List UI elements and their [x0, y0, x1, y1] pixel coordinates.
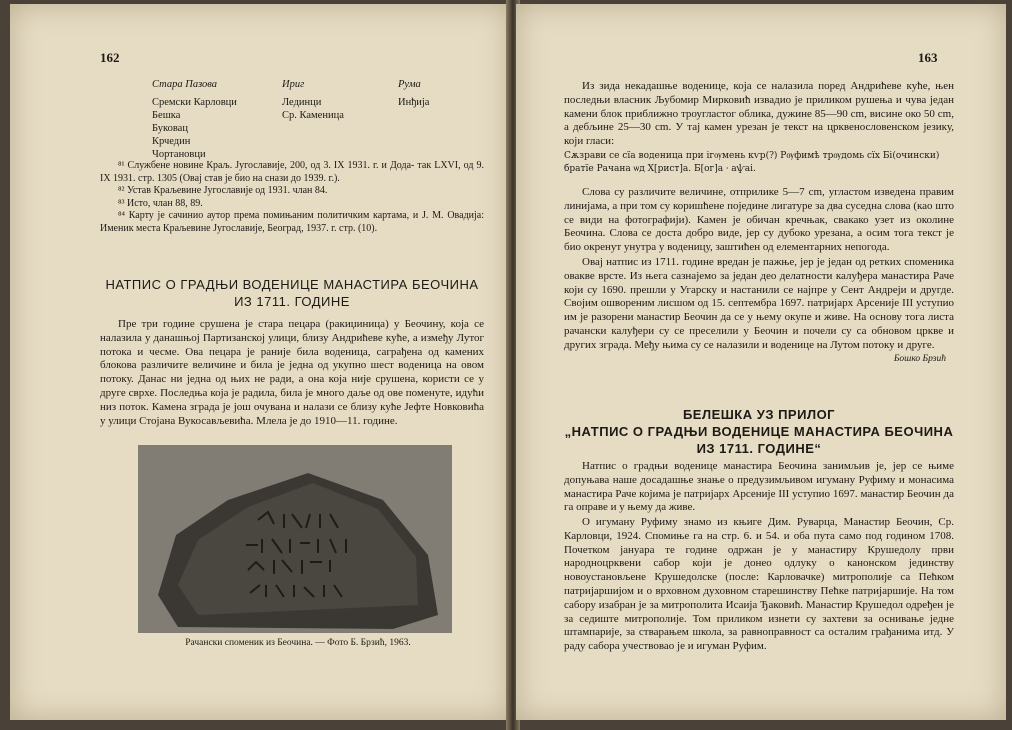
place-heading: Ириг	[282, 79, 305, 90]
place-column-1	[152, 78, 237, 161]
page-number-left: 162	[100, 50, 120, 65]
place-column-3	[398, 78, 429, 109]
photo-caption: Рачански споменик из Беочина. — Фото Б. Брзић, 1963.	[185, 638, 411, 648]
footnote: ⁸¹ Службене новине Краљ. Југославије, 200, од 3. IX 1931. г. и Дода- так LXVI, од 9. IX 1931. стр. 1305 (Овај став је био на снази до 1939. г.).	[100, 160, 484, 184]
stone-image	[138, 445, 452, 633]
note-title-line1: БЕЛЕШКА УЗ ПРИЛОГ	[682, 407, 836, 422]
footnote: ⁸² Устав Краљевине Југославије од 1931. члан 84.	[118, 185, 328, 197]
footnotes	[100, 160, 484, 236]
paragraph-2: Слова су различите величине, отприлике 5—7 cm, угластом изведена правим линијама, а при том су коришћене поједине лигатуре за два суседна слова (као што се види на фотографији). Камен је обичан кречњак, свакако узет из околине Беочина. Слова се доста добро виде, јер су дубоко урезана, а осим тога текст је био окренут унутра у воденицу, заштићен од елементарних непогода.	[564, 186, 954, 254]
place-heading: Стара Пазова	[152, 79, 218, 90]
place-item: Лединци	[282, 97, 322, 108]
article-title-line1: НАТПИС О ГРАДЊИ ВОДЕНИЦЕ МАНАСТИРА БЕОЧИНА	[105, 277, 479, 292]
place-item: Инђија	[398, 97, 430, 108]
right-page	[516, 4, 1006, 720]
note-title	[564, 406, 954, 457]
place-item: Бешка	[152, 110, 181, 121]
place-item: Сремски Карловци	[152, 97, 237, 108]
footnote: ⁸⁴ Карту је сачинио аутор према помињаним политичким картама, и Ј. М. Овадија: Именик места Краљевине Југославије, Београд, 1937. г. стр. (10).	[100, 210, 484, 234]
paragraph-3: Овај натпис из 1711. године вредан је пажње, јер је један од ретких споменика овакве врсте. Из њега сазнајемо за један део делатности калуђера манастира Раче који су 1690. прешли у Угарску и настанили се најпре у Сент Андреји и другде. Својим ошвореним лисшом од 15. септембра 1697. патријарх Арсеније III уступио им је разорени манастир Беочин да се у њему окупе и живе. На основу тога листа рачански калуђери су се преселили у Беочин и почели су са обновом цркве и других зграда. Међу њима су се налазили и воденице на Лутом потоку и друге.	[564, 256, 954, 351]
place-item: Буковац	[152, 123, 188, 134]
stone-photo	[138, 445, 452, 633]
slavonic-inscription	[564, 150, 974, 176]
place-item: Чортановци	[152, 149, 206, 160]
footnote: ⁸³ Исто, члан 88, 89.	[118, 197, 203, 209]
place-column-2	[282, 78, 344, 122]
note-title-line2: „НАТПИС О ГРАДЊИ ВОДЕНИЦЕ МАНАСТИРА БЕОЧИНА	[564, 424, 954, 439]
note-title-line3: ИЗ 1711. ГОДИНЕ“	[696, 441, 822, 456]
article-title	[100, 276, 484, 310]
page-number-right: 163	[918, 50, 938, 65]
note-paragraph-1: Натпис о градњи воденице манастира Беочина занимљив је, јер се њиме допуњава наше досадашње знање о предузимљивом игуману Руфиму и монасима манастира Раче којима је патријарх Арсеније III уступио 1697. манастир Беочин да га оправе и у њему да живе.	[564, 460, 954, 514]
left-page	[10, 4, 510, 720]
slavonic-line-2: братїе Рачана ѡд Х[рист]а. Б[ог]а ⸱ аѱаі.	[564, 164, 756, 174]
paragraph-1: Из зида некадашње воденице, која се налазила поред Андрићеве куће, њен последњи власник Љубомир Мирковић извадио је приликом рушења и чува један камени блок приближно троугластог облика, дужине 85—90 cm, висине око 50 cm, а дебљине 25—30 cm. У тај камен урезан је текст на црквенословенском језику, који гласи:	[564, 80, 954, 148]
note-paragraph-2: О игуману Руфиму знамо из књиге Дим. Руварца, Манастир Беочин, Ср. Карловци, 1924. Спомиње га на стр. 6. и 54. и оба пута само под годином 1708. Почетком јануара те године одржан је у манастиру Крушедолу први народноцрквени сабор који је донео одлуку о канонском јединству новоустановљене Крушедолске (после: Карловачке) митрополије са Пећком патријаршијом и о врховном духовном старешинству Пећке патријаршије. На том сабору изабран је за митрополита Исаија Ђаковић. Манастир Крушедол одређен је за седиште митрополије. Том приликом изнети су захтеви за оснивање једне штампарије, за стварањем школа, за равноправност са осталим грађанима итд. У раду сабора учествовао је и игуман Руфим.	[564, 516, 954, 653]
place-item: Крчедин	[152, 136, 191, 147]
article-title-line2: ИЗ 1711. ГОДИНЕ	[234, 294, 350, 309]
place-heading: Рума	[398, 79, 421, 90]
article-body: Пре три године срушена је стара пецара (ракиџиница) у Беочину, која се налазила у данашњој Партизанској улици, близу Андрићеве куће, а између Лутог потока и чесме. Ова пецара је раније била воденица, саграђена од камених блокова различите величине и била је једна од укупно шест воденица на овом потоку. Данас ни једна од њих не ради, а она која није срушена, користи се у друге сврхе. Последња која је радила, била је много даље од ове поменуте, идући низ поток. Камена зграда је још очувана и налази се близу куће Јефте Новковића у улици Стојана Вукосављевића. Млела је до 1910—11. године.	[100, 318, 484, 427]
place-item: Ср. Каменица	[282, 110, 344, 121]
signature: Бошко Брзић	[893, 354, 946, 364]
slavonic-line-1: Сѫзрави се сїа воденица при ігѹмень кѵр(?) Рѹфимѣ трѹдомь сїх Бі(очински)	[564, 151, 940, 161]
